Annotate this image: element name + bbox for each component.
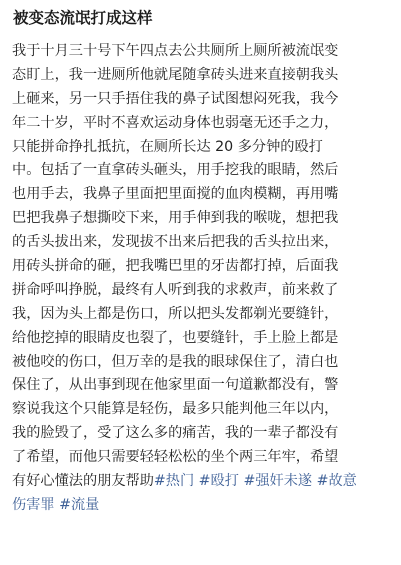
- post-line-20: [12, 494, 396, 518]
- post-line-4: 年二十岁，平时不喜欢运动身体也弱毫无还手之力，: [12, 114, 339, 131]
- post-line-19-text: 有好心懂法的朋友帮助: [12, 473, 154, 490]
- post-line-11: 拼命呼叫挣脱，最终有人听到我的求救声，前来救了: [12, 281, 339, 298]
- post-line-9: 的舌头拔出来，发现拔不出来后把我的舌头拉出来，: [12, 234, 339, 251]
- post-line-10: 用砖头拼命的砸，把我嘴巴里的牙齿都打掉，后面我: [12, 258, 339, 275]
- hashtag-link-intentional-injury-part1[interactable]: #故意: [316, 473, 357, 490]
- post-line-17: 我的脸毁了，受了这么多的痛苦，我的一辈子都没有: [12, 425, 339, 442]
- hashtag-link-beating[interactable]: #殴打: [198, 473, 239, 490]
- post-title: 被变态流氓打成这样: [13, 9, 153, 27]
- hashtag-link-traffic[interactable]: #流量: [59, 496, 100, 513]
- post-line-1: 我于十月三十号下午四点去公共厕所上厕所被流氓变: [12, 43, 339, 59]
- post-line-14: 被他咬的伤口，但万幸的是我的眼球保住了，清白也: [12, 353, 339, 370]
- post-line-16: 察说我这个只能算是轻伤，最多只能判他三年以内，: [12, 401, 339, 418]
- hashtag-link-attempted-rape[interactable]: #强奸未遂: [243, 473, 313, 490]
- post-line-3: 上砸来，另一只手捂住我的鼻子试图想闷死我，我今: [12, 90, 339, 107]
- hashtag-link-hot[interactable]: #热门: [153, 473, 195, 490]
- hashtag-link-intentional-injury-part2[interactable]: 伤害罪: [12, 496, 55, 513]
- post-line-2: 态盯上，我一进厕所他就尾随拿砖头进来直接朝我头: [12, 66, 339, 83]
- post-line-12: 我，因为头上都是伤口，所以把头发都剃光要缝针，: [12, 305, 339, 322]
- post-line-13: 给他挖掉的眼睛皮也裂了，也要缝针，手上脸上都是: [12, 329, 339, 346]
- post-line-19: [12, 470, 396, 494]
- post-line-15: 保住了，从出事到现在他家里面一句道歉都没有，警: [12, 377, 339, 394]
- post-body: [12, 40, 396, 518]
- post-line-8: 巴把我鼻子想撕咬下来，用手伸到我的喉咙，想把我: [12, 210, 339, 227]
- post-line-6: 中。包括了一直拿砖头砸头，用手挖我的眼睛，然后: [12, 162, 339, 179]
- post-line-7: 也用手去，我鼻子里面把里面搅的血肉模糊，再用嘴: [12, 186, 339, 203]
- post-line-5: 只能拼命挣扎抵抗，在厕所长达 20 多分钟的殴打: [12, 138, 323, 155]
- post-line-18: 了希望，而他只需要轻轻松松的坐个两三年牢，希望: [12, 449, 339, 466]
